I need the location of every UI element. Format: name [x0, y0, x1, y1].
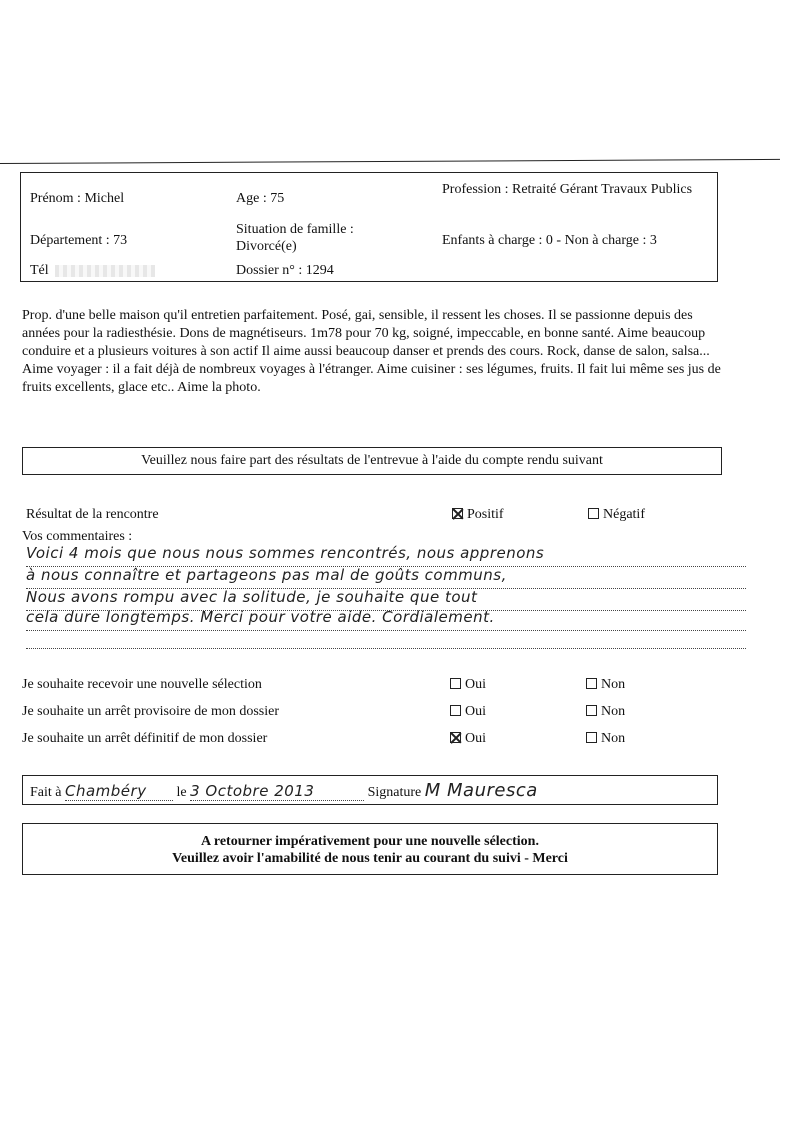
- comments-label: Vos commentaires :: [22, 529, 133, 544]
- city-field[interactable]: Chambéry: [65, 783, 173, 801]
- notice-line-2: Veuillez avoir l'amabilité de nous tenir au courant du suivi - Merci: [172, 851, 568, 866]
- option-non[interactable]: [586, 703, 625, 720]
- result-positif-option[interactable]: [452, 506, 504, 523]
- situation-field: Situation de famille : Divorcé(e): [236, 222, 354, 254]
- positif-label: Positif: [467, 507, 504, 522]
- fait-a-label: Fait à: [30, 785, 62, 800]
- non-label: Non: [601, 677, 626, 692]
- non-label: Non: [601, 704, 626, 719]
- oui-checkbox[interactable]: [450, 732, 461, 743]
- negatif-label: Négatif: [603, 507, 645, 522]
- option-label: Je souhaite un arrêt définitif de mon dossier: [22, 731, 268, 746]
- non-label: Non: [601, 731, 626, 746]
- oui-label: Oui: [465, 731, 486, 746]
- tel-field: [30, 262, 155, 279]
- profile-description: Prop. d'une belle maison qu'il entretien parfaitement. Posé, gai, sensible, il ressent les choses. Il se passionne depuis des années pour la radiesthésie. Dons de magnétiseurs. 1m78 pour 70 kg, soigné, impeccable, en bonne santé. Aime beaucoup conduire et a plusieurs voitures à son actif Il aime aussi beaucoup danser et prends des cours. Rock, danse de salon, salsa... Aime voyager : il a fait déjà de nombreux voyages à l'étranger. Aime cuisiner : ses légumes, fruits. Il fait lui même ses jus de fruits excellents, glace etc.. Aime la photo.: [22, 308, 721, 395]
- instruction-text: Veuillez nous faire part des résultats de l'entrevue à l'aide du compte rendu suivant: [141, 453, 603, 468]
- result-negatif-option[interactable]: [588, 506, 645, 523]
- option-oui[interactable]: [450, 730, 486, 747]
- signature-row: [30, 782, 575, 801]
- instruction-box: [22, 447, 722, 475]
- option-non[interactable]: [586, 676, 625, 693]
- option-label: Je souhaite recevoir une nouvelle sélection: [22, 677, 262, 692]
- oui-label: Oui: [465, 677, 486, 692]
- notice-line-1: A retourner impérativement pour une nouvelle sélection.: [201, 834, 539, 849]
- result-label: Résultat de la rencontre: [26, 507, 159, 522]
- non-checkbox[interactable]: [586, 732, 597, 743]
- prenom-field: Prénom : Michel: [30, 191, 125, 206]
- le-label: le: [176, 785, 187, 800]
- signature-field[interactable]: M Mauresca: [424, 780, 538, 801]
- option-non[interactable]: [586, 730, 625, 747]
- date-field[interactable]: 3 Octobre 2013: [190, 783, 364, 801]
- notice-box: [22, 823, 718, 875]
- dossier-field: Dossier n° : 1294: [236, 263, 334, 278]
- redacted-phone: [55, 265, 155, 277]
- positif-checkbox[interactable]: [452, 508, 463, 519]
- departement-field: Département : 73: [30, 233, 128, 248]
- comment-line-2: à nous connaître et partageons pas mal de goûts communs,: [26, 566, 746, 589]
- enfants-field: Enfants à charge : 0 - Non à charge : 3: [442, 233, 657, 248]
- oui-checkbox[interactable]: [450, 678, 461, 689]
- top-rule: [0, 159, 780, 164]
- option-label: Je souhaite un arrêt provisoire de mon dossier: [22, 704, 279, 719]
- option-oui[interactable]: [450, 703, 486, 720]
- comment-line-5: [26, 636, 746, 649]
- signature-label: Signature: [367, 785, 422, 800]
- age-field: Age : 75: [236, 191, 285, 206]
- option-row-definitive-stop: [22, 730, 742, 748]
- comment-line-1: Voici 4 mois que nous nous sommes rencontrés, nous apprenons: [26, 544, 746, 567]
- comment-line-3: Nous avons rompu avec la solitude, je souhaite que tout: [26, 588, 746, 611]
- oui-label: Oui: [465, 704, 486, 719]
- profession-field: Profession : Retraité Gérant Travaux Publics: [442, 182, 693, 197]
- non-checkbox[interactable]: [586, 705, 597, 716]
- option-row-new-selection: [22, 676, 742, 694]
- option-oui[interactable]: [450, 676, 486, 693]
- non-checkbox[interactable]: [586, 678, 597, 689]
- option-row-temporary-stop: [22, 703, 742, 721]
- negatif-checkbox[interactable]: [588, 508, 599, 519]
- tel-label: Tél: [30, 263, 49, 278]
- oui-checkbox[interactable]: [450, 705, 461, 716]
- comment-line-4: cela dure longtemps. Merci pour votre aide. Cordialement.: [26, 608, 746, 631]
